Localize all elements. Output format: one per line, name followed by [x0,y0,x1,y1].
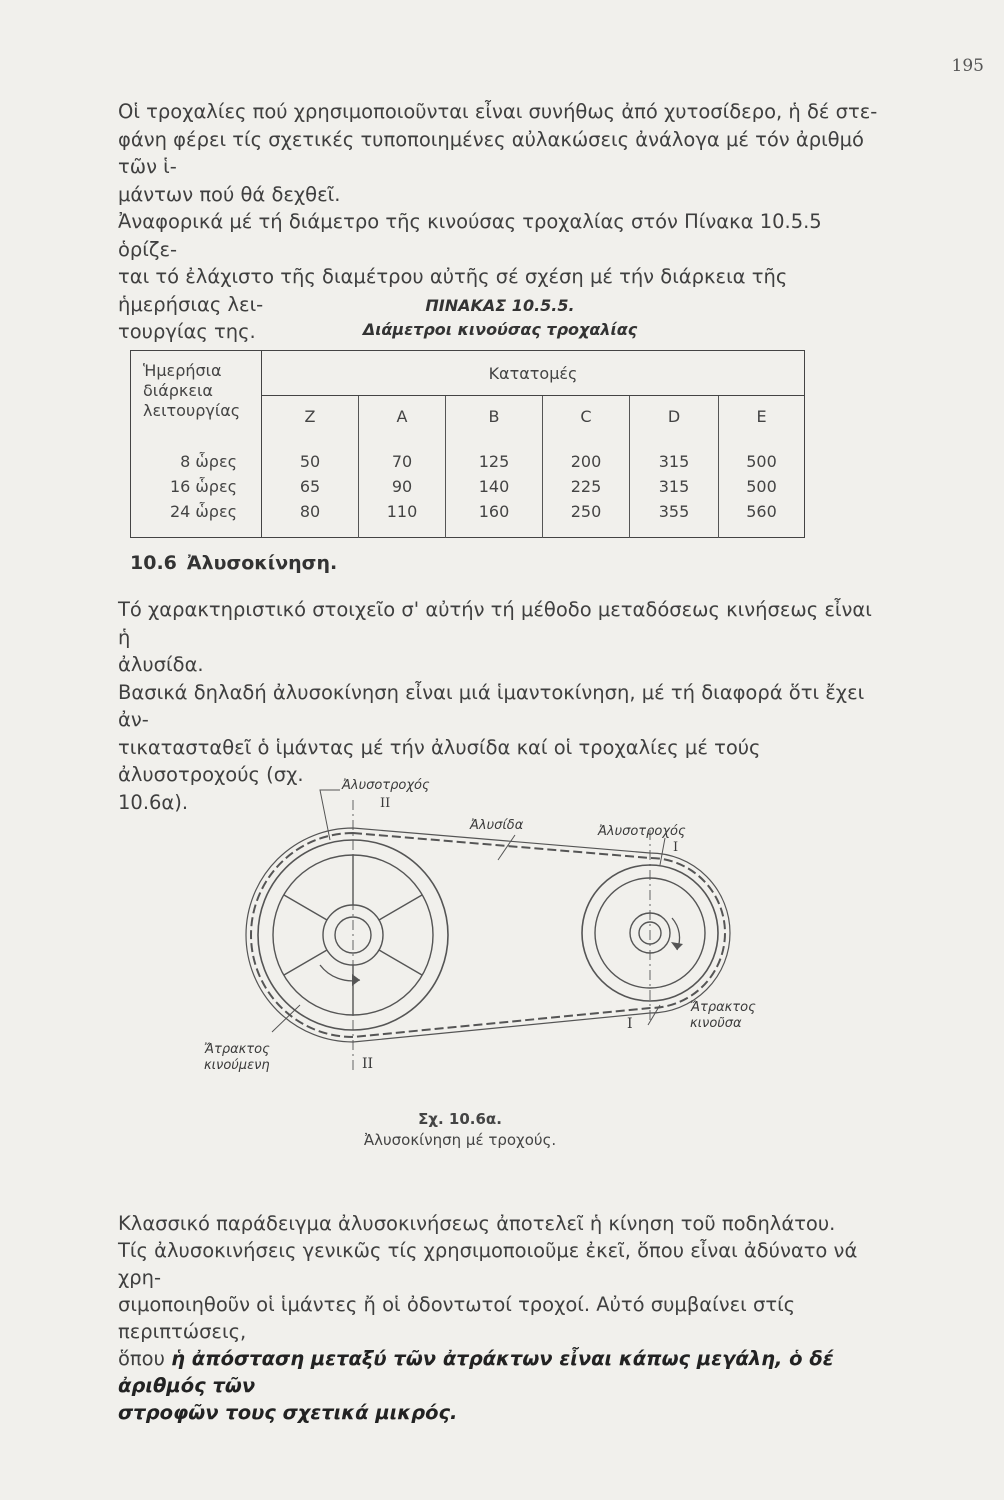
text-line: Ἀναφορικά μέ τή διάμετρο τῆς κινούσας τροχαλίας στόν Πίνακα 10.5.5 ὁρίζε- [118,210,822,261]
column-header: C [543,396,630,437]
text-line: Τό χαρακτηριστικό στοιχεῖο σ' αὐτήν τή μέθοδο μεταδόσεως κινήσεως εἶναι ἡ [118,598,872,649]
text-line: ἀλυσίδα. [118,653,204,676]
column-header: Z [262,396,359,437]
row-header-line: λειτουργίας [143,401,241,420]
chain-drive-diagram [180,770,820,1080]
pulley-diameter-table [130,350,805,538]
table-cell: 125 [446,436,543,474]
table-cell: 110 [359,499,446,538]
text-line: τικατασταθεῖ ὁ ἱμάντας μέ τήν ἀλυσίδα καί οἱ τροχαλίες μέ τούς ἀλυσοτροχούς (σχ. [118,735,761,786]
text-line [118,1399,888,1426]
text-line: Τίς ἀλυσοκινήσεις γενικῶς τίς χρησιμοποιοῦμε ἐκεῖ, ὅπου εἶναι ἀδύνατο νά χρη- [118,1239,858,1289]
text-emphasis: ἡ ἀπόσταση μεταξύ τῶν ἀτράκτων εἶναι κάπως μεγάλη, ὁ δέ ἀριθμός τῶν [118,1347,834,1397]
label-driven-shaft [204,1042,270,1074]
table-cell: 500 [746,476,777,496]
table-title: ΠΙΝΑΚΑΣ 10.5.5. [425,296,575,315]
table-cell: 90 [359,474,446,498]
table-cell: 70 [359,436,446,474]
table-cell: 560 [746,502,777,522]
section-heading [130,552,337,574]
group-header: Κατατομές [262,351,805,396]
label-line: Ἄτρακτος [204,1042,270,1057]
label-line: Ἄτρακτος [690,1000,756,1015]
row-label: 24 ὧρες [131,499,262,538]
table-cell: 355 [630,499,719,538]
table-row [131,474,805,498]
text-line: μάντων πού θά δεχθεῖ. [118,182,341,206]
chain [251,833,725,1037]
text-line: φάνη φέρει τίς σχετικές τυποποιημένες αὐλακώσεις ἀνάλογα μέ τόν ἀριθμό τῶν ἱ- [118,127,864,178]
axis-label-i: I [627,1016,633,1032]
text-line: τουργίας της. [118,320,256,343]
column-header: B [446,396,543,437]
table-cell: 65 [262,474,359,498]
text-line: Κλασσικό παράδειγμα ἀλυσοκινήσεως ἀποτελεῖ ἡ κίνηση τοῦ ποδηλάτου. [118,1212,836,1235]
row-label: 8 ὧρες [131,436,262,474]
table-row [131,436,805,474]
column-header: D [630,396,719,437]
table-cell: 160 [446,499,543,538]
text-emphasis: στροφῶν τους σχετικά μικρός. [118,1401,458,1424]
text-plain: ὅπου [118,1347,172,1370]
label-line: κινοῦσα [690,1016,742,1031]
table-cell: 225 [543,474,630,498]
text-line: 10.6α). [118,790,189,814]
closing-paragraph [118,1210,888,1426]
section-title: Ἀλυσοκίνηση. [186,552,338,574]
label-sprocket-i: Ἀλυσοτροχός [598,824,686,839]
label-sprocket-ii-num: II [380,796,391,811]
section-number: 10.6 [130,552,177,574]
column-header: A [359,396,446,437]
axis-label-ii: II [362,1056,374,1072]
label-sprocket-ii: Ἀλυσοτροχός [342,778,430,793]
row-header-line: διάρκεια [143,381,213,400]
label-driving-shaft [690,1000,756,1032]
table-cell: 315 [630,436,719,474]
table-cell: 200 [543,436,630,474]
table-cell: 250 [543,499,630,538]
label-line: κινούμενη [204,1058,270,1073]
row-label: 16 ὧρες [131,474,262,498]
row-header-line: Ἡμερήσια [143,361,222,380]
table-cell: 50 [262,436,359,474]
figure-caption-title: Σχ. 10.6α. [418,1110,502,1128]
figure-caption-text: Ἀλυσοκίνηση μέ τροχούς. [363,1131,557,1149]
text-line: Οἱ τροχαλίες πού χρησιμοποιοῦνται εἶναι συνήθως ἀπό χυτοσίδερο, ἡ δέ στε- [118,100,878,123]
text-line: ται τό ἐλάχιστο τῆς διαμέτρου αὐτῆς σέ σχέση μέ τήν διάρκεια τῆς ἡμερήσιας λει- [118,265,788,316]
table-subtitle: Διάμετροι κινούσας τροχαλίας [362,320,638,339]
table-cell: 500 [746,451,777,471]
text-line: Βασικά δηλαδή ἀλυσοκίνηση εἶναι μιά ἱμαντοκίνηση, μέ τή διαφορά ὅτι ἔχει ἀν- [118,680,865,731]
label-sprocket-i-num: I [673,840,679,855]
chain-drive-figure [180,770,820,1080]
table-cell: 315 [630,474,719,498]
label-chain: Ἀλυσίδα [470,818,524,833]
table-row [131,499,805,538]
column-header: E [756,406,767,426]
table-cell: 80 [262,499,359,538]
text-line: σιμοποιηθοῦν οἱ ἱμάντες ἤ οἱ ὀδοντωτοί τροχοί. Αὐτό συμβαίνει στίς περιπτώσεις, [118,1293,796,1343]
text-line [118,1345,888,1399]
page-number: 195 [951,56,984,76]
table-cell: 140 [446,474,543,498]
row-header [131,351,262,437]
